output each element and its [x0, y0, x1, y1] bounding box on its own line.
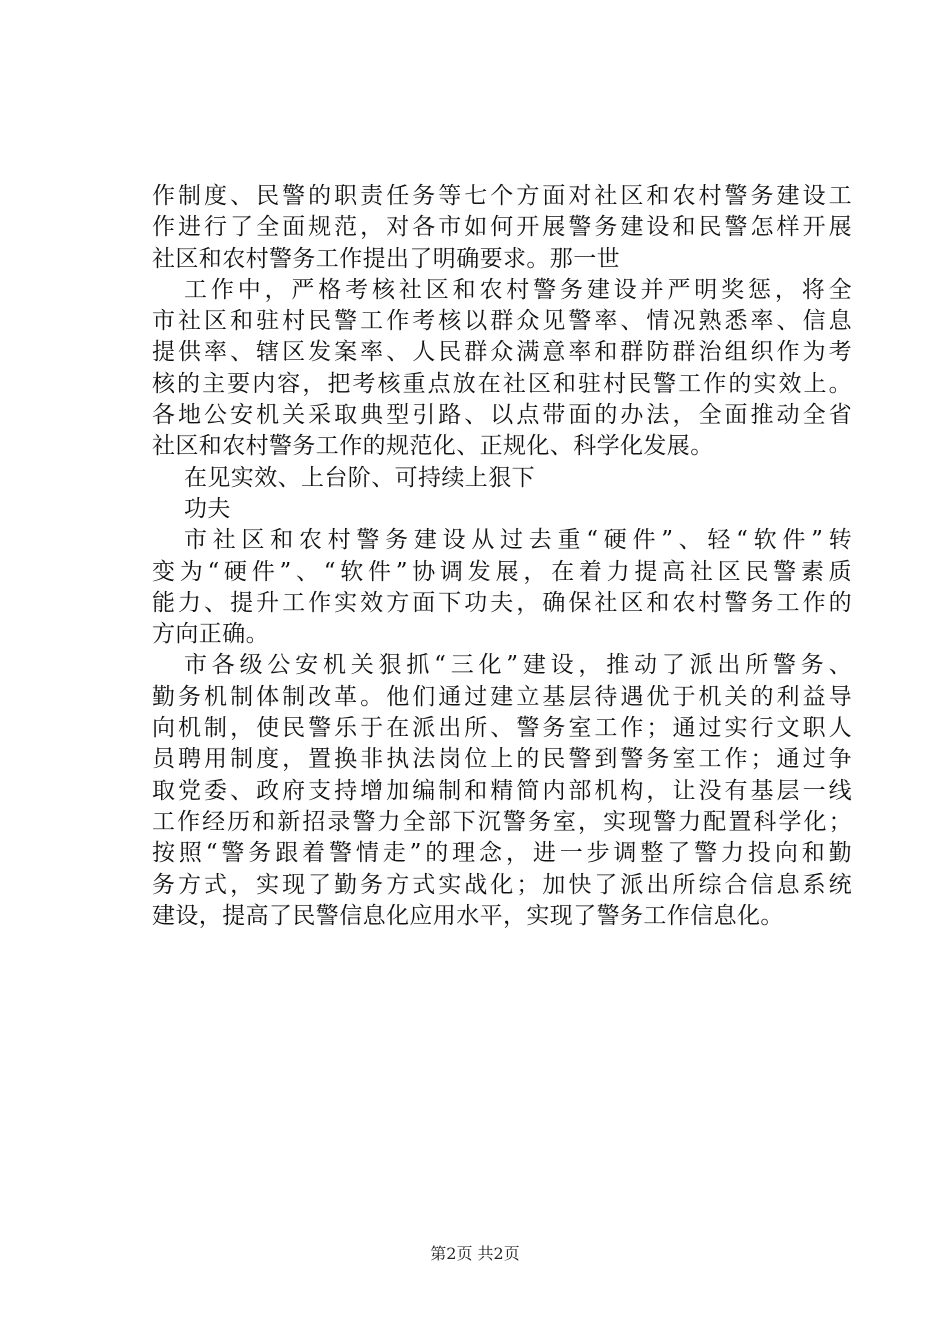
- paragraph-6-line-8: 务方式，实现了勤务方式实战化；加快了派出所综合信息系统: [152, 871, 852, 898]
- paragraph-2-line-1: 工作中，严格考核社区和农村警务建设并严明奖惩，将全: [184, 276, 852, 303]
- paragraph-2-line-5: 各地公安机关采取典型引路、以点带面的办法，全面推动全省: [152, 402, 852, 429]
- paragraph-5-line-1: 市社区和农村警务建设从过去重“硬件”、轻“软件”转: [184, 527, 852, 554]
- paragraph-1-line-1: 作制度、民警的职责任务等七个方面对社区和农村警务建设工: [152, 183, 852, 209]
- paragraph-6-line-3: 向机制，使民警乐于在派出所、警务室工作；通过实行文职人: [152, 715, 852, 742]
- paragraph-2-line-4: 核的主要内容，把考核重点放在社区和驻村民警工作的实效上。: [152, 370, 852, 397]
- paragraph-6-line-7: 按照“警务跟着警情走”的理念，进一步调整了警力投向和勤: [152, 840, 852, 867]
- paragraph-6-line-1: 市各级公安机关狠抓“三化”建设，推动了派出所警务、: [184, 652, 852, 679]
- paragraph-6-line-6: 工作经历和新招录警力全部下沉警务室，实现警力配置科学化；: [152, 808, 852, 835]
- paragraph-2-line-3: 提供率、辖区发案率、人民群众满意率和群防群治组织作为考: [152, 339, 852, 366]
- paragraph-4-line-1: 功夫: [184, 495, 231, 522]
- document-body: [152, 181, 852, 932]
- paragraph-6-line-9: 建设，提高了民警信息化应用水平，实现了警务工作信息化。: [152, 902, 784, 929]
- paragraph-5-line-3: 能力、提升工作实效方面下功夫，确保社区和农村警务工作的: [152, 589, 852, 616]
- paragraph-3-line-1: 在见实效、上台阶、可持续上狠下: [184, 464, 535, 491]
- paragraph-5-line-2: 变为“硬件”、“软件”协调发展，在着力提高社区民警素质: [152, 558, 852, 585]
- page-number-footer: 第2页 共2页: [430, 1244, 520, 1263]
- paragraph-5-line-4: 方向正确。: [152, 621, 269, 648]
- paragraph-2-line-2: 市社区和驻村民警工作考核以群众见警率、情况熟悉率、信息: [152, 308, 852, 335]
- paragraph-1-line-3: 社区和农村警务工作提出了明确要求。那一世: [152, 245, 620, 272]
- paragraph-6-line-5: 取党委、政府支持增加编制和精简内部机构，让没有基层一线: [152, 777, 852, 804]
- paragraph-2-line-6: 社区和农村警务工作的规范化、正规化、科学化发展。: [152, 433, 714, 460]
- paragraph-6-line-2: 勤务机制体制改革。他们通过建立基层待遇优于机关的利益导: [152, 683, 852, 710]
- paragraph-6-line-4: 员聘用制度，置换非执法岗位上的民警到警务室工作；通过争: [152, 746, 852, 773]
- paragraph-1-line-2: 作进行了全面规范，对各市如何开展警务建设和民警怎样开展: [152, 214, 852, 241]
